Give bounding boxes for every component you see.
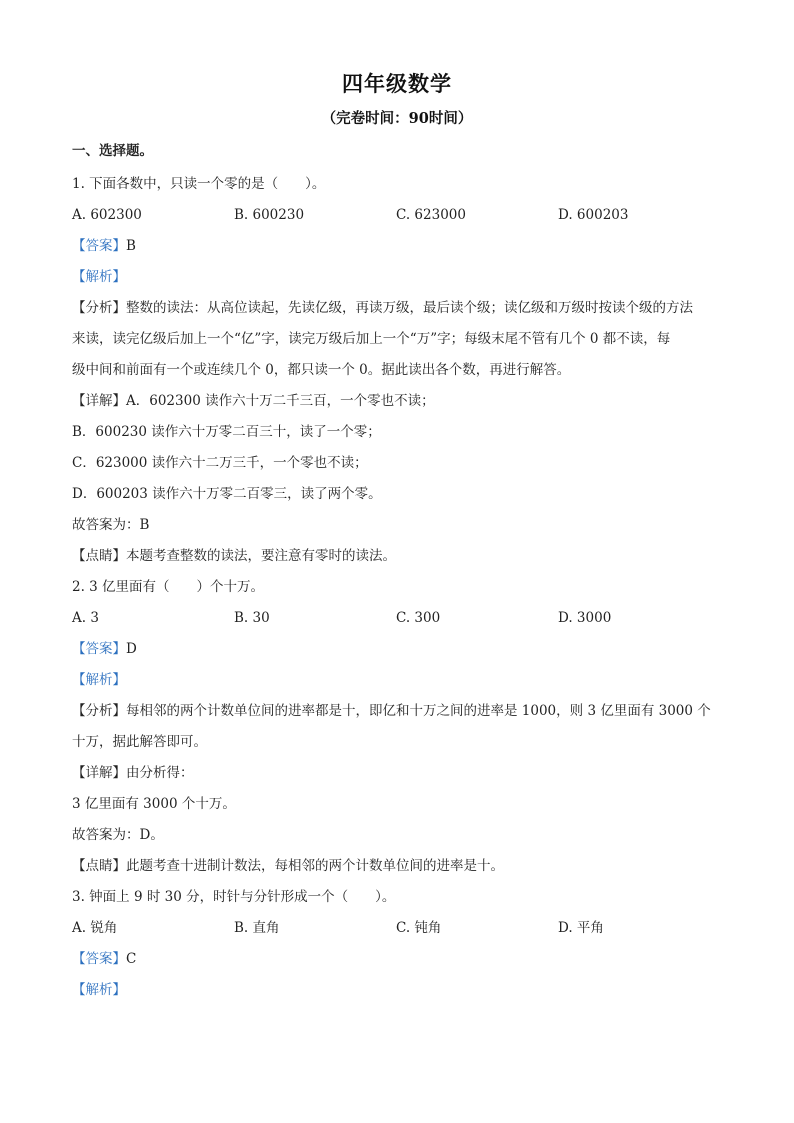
detail-d: D．600203 读作六十万零二百零三，读了两个零。 [72, 486, 382, 502]
option-d: D. 平角 [558, 920, 604, 936]
page-subtitle: （完卷时间：90时间） [321, 110, 473, 127]
fenxi-line-2: 来读，读完亿级后加上一个“亿”字，读完万级后加上一个“万”字；每级末尾不管有几个 0 都不读，每 [72, 331, 671, 347]
question-1-options [72, 200, 722, 231]
answer-value: B [126, 238, 136, 254]
detail-b: B．600230 读作六十万零二百三十，读了一个零； [72, 424, 381, 440]
detail-line [72, 758, 722, 789]
detail-tag: 【详解】 [72, 393, 126, 409]
option-d: D. 3000 [558, 610, 612, 626]
detail-tag: 【详解】 [72, 765, 126, 781]
analysis-line [72, 262, 722, 293]
dianjing-tag: 【点睛】 [72, 858, 126, 874]
analysis-tag: 【解析】 [72, 672, 126, 688]
detail-line [72, 386, 722, 417]
fenxi-line-3: 级中间和前面有一个或连续几个 0，都只读一个 0。据此读出各个数，再进行解答。 [72, 362, 571, 378]
answer-line [72, 634, 722, 665]
detail-text: 由分析得： [126, 765, 194, 781]
option-a: A. 3 [72, 610, 99, 626]
fenxi-text: 每相邻的两个计数单位间的进率都是十，即亿和十万之间的进率是 1000，则 3 亿里面有 3000 个 [126, 703, 711, 719]
analysis-line [72, 665, 722, 696]
option-d: D. 600203 [558, 207, 629, 223]
answer-tag: 【答案】 [72, 641, 126, 657]
question-3-stem: 3. 钟面上 9 时 30 分，时针与分针形成一个（ ）。 [72, 889, 396, 905]
dianjing-tag: 【点睛】 [72, 548, 126, 564]
option-c: C. 623000 [396, 207, 466, 223]
option-c: C. 300 [396, 610, 441, 626]
fenxi-tag: 【分析】 [72, 300, 126, 316]
dianjing-text: 本题考查整数的读法，要注意有零时的读法。 [126, 548, 396, 564]
answer-value: D [126, 641, 137, 657]
option-b: B. 30 [234, 610, 270, 626]
option-a: A. 锐角 [72, 920, 118, 936]
fenxi-tag: 【分析】 [72, 703, 126, 719]
final-answer: 故答案为：D。 [72, 827, 164, 843]
document-body [72, 138, 722, 1006]
fenxi-line-2: 十万，据此解答即可。 [72, 734, 207, 750]
question-2-stem: 2. 3 亿里面有（ ）个十万。 [72, 579, 265, 595]
detail-b: 3 亿里面有 3000 个十万。 [72, 796, 236, 812]
answer-tag: 【答案】 [72, 951, 126, 967]
analysis-tag: 【解析】 [72, 982, 126, 998]
option-a: A. 602300 [72, 207, 142, 223]
question-2-options [72, 603, 722, 634]
detail-text: A．602300 读作六十万二千三百，一个零也不读； [126, 393, 435, 409]
answer-line [72, 944, 722, 975]
analysis-line [72, 975, 722, 1006]
option-b: B. 直角 [234, 920, 280, 936]
final-answer: 故答案为：B [72, 517, 150, 533]
section-heading: 一、选择题。 [72, 143, 153, 159]
answer-tag: 【答案】 [72, 238, 126, 254]
fenxi-text: 整数的读法：从高位读起，先读亿级，再读万级，最后读个级；读亿级和万级时按读个级的方法 [126, 300, 693, 316]
detail-c: C．623000 读作六十二万三千，一个零也不读； [72, 455, 368, 471]
option-b: B. 600230 [234, 207, 305, 223]
answer-value: C [126, 951, 137, 967]
page-title: 四年级数学 [342, 72, 452, 96]
dianjing-line [72, 851, 722, 882]
dianjing-text: 此题考查十进制计数法，每相邻的两个计数单位间的进率是十。 [126, 858, 504, 874]
question-1-stem: 1. 下面各数中，只读一个零的是（ ）。 [72, 176, 326, 192]
answer-line [72, 231, 722, 262]
option-c: C. 钝角 [396, 920, 442, 936]
question-3-options [72, 913, 722, 944]
fenxi-line-1 [72, 293, 722, 324]
dianjing-line [72, 541, 722, 572]
analysis-tag: 【解析】 [72, 269, 126, 285]
fenxi-line-1 [72, 696, 722, 727]
